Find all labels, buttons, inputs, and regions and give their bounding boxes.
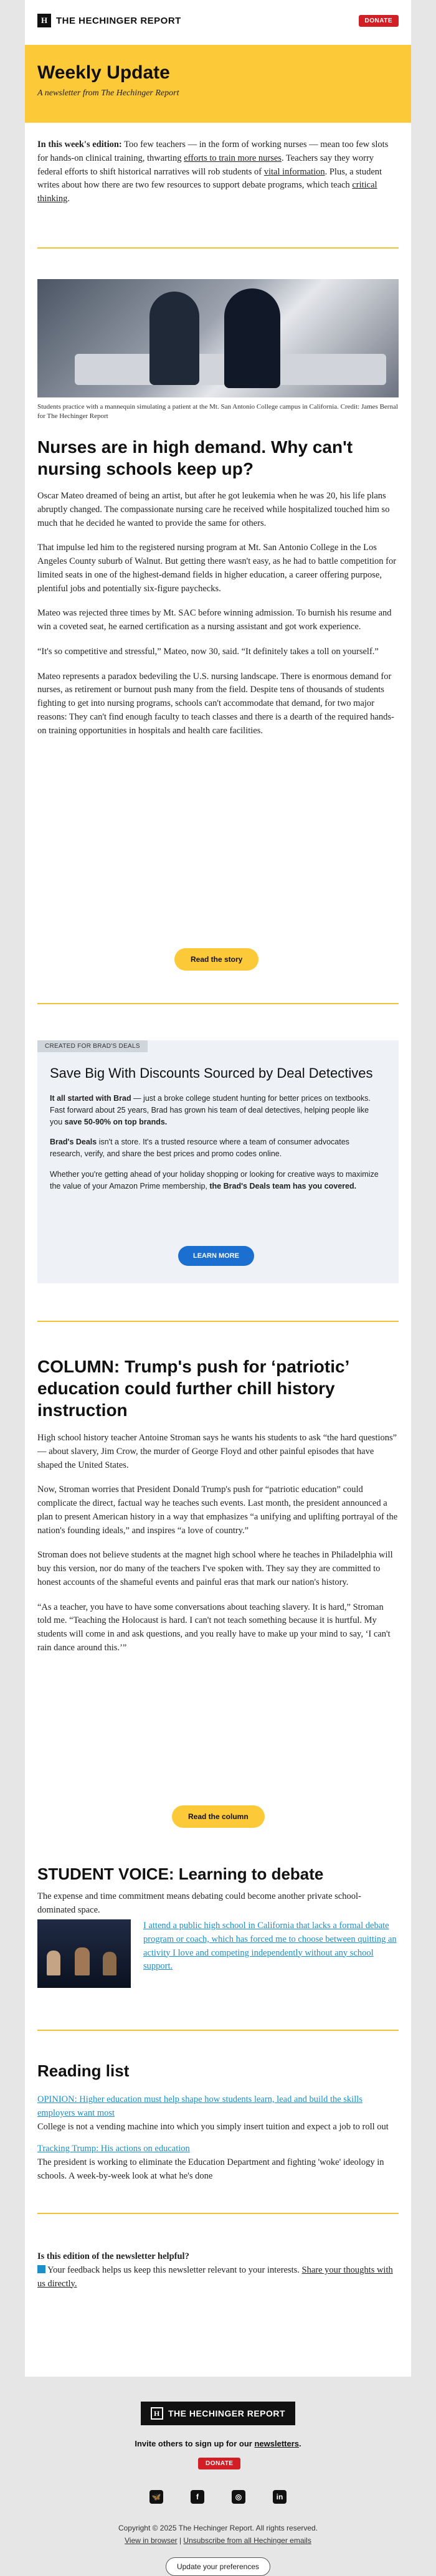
ad-bold: save 50-90% on top brands. bbox=[64, 1117, 168, 1126]
list-item bbox=[37, 2093, 399, 2134]
reading-list-link[interactable]: OPINION: Higher education must help shape how students learn, lead and build the skills employers want most bbox=[37, 2094, 363, 2118]
footer-donate-button[interactable]: DONATE bbox=[198, 2458, 240, 2469]
divider bbox=[37, 2030, 399, 2031]
feedback-text: Your feedback helps us keep this newsletter relevant to your interests. bbox=[45, 2265, 302, 2275]
newsletter-card bbox=[25, 0, 411, 2377]
read-story-button[interactable]: Read the story bbox=[174, 948, 258, 971]
reading-list-desc: The president is working to eliminate the Education Department and fighting 'woke' ideology in schools. A week-by-week look at what he's done bbox=[37, 2157, 384, 2181]
link-train-nurses[interactable]: efforts to train more nurses bbox=[184, 153, 282, 163]
student-voice-intro: The expense and time commitment means debating could become another private school-dominated space. bbox=[37, 1891, 361, 1915]
invite-text: Invite others to sign up for our bbox=[135, 2439, 255, 2448]
read-column-button[interactable]: Read the column bbox=[172, 1805, 265, 1828]
footer-separator: | bbox=[177, 2536, 184, 2545]
ad-bold: the Brad's Deals team has you covered. bbox=[209, 1181, 357, 1191]
logo[interactable] bbox=[37, 14, 181, 27]
linkedin-icon[interactable]: in bbox=[273, 2490, 287, 2504]
photo-caption: Students practice with a mannequin simulating a patient at the Mt. San Antonio College campus in California. Credit: James Bernal for The Hechinger Report bbox=[37, 403, 398, 421]
story-paragraph: Mateo was rejected three times by Mt. SAC before winning admission. To burnish his resume and win a coveted seat, he earned certification as a nursing assistant and got work experience. bbox=[37, 608, 392, 632]
link-critical-thinking[interactable]: critical thinking bbox=[37, 180, 377, 204]
logo-text: THE HECHINGER REPORT bbox=[56, 15, 181, 26]
divider bbox=[37, 247, 399, 249]
intro-text bbox=[37, 138, 399, 206]
logo-mark-icon: H bbox=[151, 2407, 163, 2420]
ad-paragraph bbox=[50, 1136, 380, 1160]
reading-list-link[interactable]: Tracking Trump: His actions on education bbox=[37, 2144, 190, 2154]
column-headline[interactable]: COLUMN: Trump's push for ‘patriotic’ education could further chill history instruction bbox=[37, 1357, 349, 1420]
ad-title[interactable]: Save Big With Discounts Sourced by Deal Detectives bbox=[50, 1065, 373, 1081]
column-body bbox=[37, 1432, 399, 1666]
newsletter-title: Weekly Update bbox=[37, 62, 170, 83]
story-paragraph: Mateo represents a paradox bedeviling the U.S. nursing landscape. There is enormous demand for nurses, as retirement or burnout push many from the field. Despite tens of thousands of students fighting to get into nursing programs, schools can't accommodate that demand, for two major reasons: They can't find enough faculty to teach classes and there is a dearth of the required hands-on training opportunities in hospitals and health care facilities. bbox=[37, 671, 394, 736]
story-body bbox=[37, 490, 399, 749]
update-preferences-button[interactable]: Update your preferences bbox=[166, 2557, 270, 2576]
image-figure bbox=[47, 1951, 60, 1975]
column-paragraph: High school history teacher Antoine Stroman says he wants his students to ask “the hard questions” — about slavery, Jim Crow, the murder of George Floyd and other painful episodes that have shaped the United States. bbox=[37, 1433, 397, 1470]
sponsored-ad bbox=[37, 1040, 399, 1283]
newsletters-link[interactable]: newsletters bbox=[254, 2439, 300, 2448]
logo-mark-icon: H bbox=[37, 14, 51, 27]
intro-text-part: . Plus, a student writes about how there are two few resources to support debate programs, which teach bbox=[37, 166, 382, 191]
reading-list-title: Reading list bbox=[37, 2061, 130, 2080]
unsubscribe-link[interactable]: Unsubscribe from all Hechinger emails bbox=[183, 2536, 311, 2545]
invite-text: . bbox=[299, 2439, 301, 2448]
link-vital-information[interactable]: vital information bbox=[263, 166, 325, 177]
copyright: Copyright © 2025 The Hechinger Report. All rights reserved. bbox=[118, 2524, 318, 2532]
student-voice-image[interactable] bbox=[37, 1919, 131, 1988]
intro-text-part: . bbox=[67, 194, 70, 204]
student-voice-headline[interactable]: STUDENT VOICE: Learning to debate bbox=[37, 1865, 324, 1883]
ad-tag: CREATED FOR BRAD'S DEALS bbox=[37, 1040, 148, 1052]
list-item bbox=[37, 2142, 399, 2183]
ad-text: isn't a store. It's a trusted resource where a team of consumer advocates research, verify, and share the best prices and promo codes online. bbox=[50, 1138, 349, 1158]
divider bbox=[37, 2213, 399, 2214]
reading-list-desc: College is not a vending machine into which you simply insert tuition and expect a job to roll out bbox=[37, 2121, 389, 2132]
ad-paragraph bbox=[50, 1093, 380, 1128]
feedback-icon bbox=[37, 2265, 45, 2273]
header bbox=[25, 0, 411, 45]
ad-body bbox=[50, 1093, 380, 1200]
ad-text: — just a broke college student hunting for better prices on textbooks. Fast forward about 25 years, Brad has grown his team of deal detectives, helping people like you bbox=[50, 1094, 371, 1126]
column-paragraph: Now, Stroman worries that President Donald Trump's push for “patriotic education” could complicate the direct, factual way he teaches such events. Last month, the president announced a plan to present American history in a way that emphasizes “a unifying and uplifting portrayal of the nation's founding ideals,” and inspires “a love of country.” bbox=[37, 1485, 398, 1536]
footer-links bbox=[0, 2536, 436, 2545]
column-paragraph: “As a teacher, you have to have some conversations about teaching slavery. It is hard,” Stroman told me. “Teaching the Holocaust is hard. I can't not teach something because it is hurtful. My students will come in and ask questions, and you really have to make up your mind to say, ‘I can't rain dance around this.’” bbox=[37, 1602, 391, 1653]
photo-student bbox=[224, 288, 280, 388]
image-figure bbox=[103, 1952, 116, 1975]
feedback bbox=[37, 2250, 399, 2291]
learn-more-button[interactable]: LEARN MORE bbox=[178, 1246, 254, 1266]
footer-logo[interactable] bbox=[141, 2402, 295, 2425]
story-paragraph: “It's so competitive and stressful,” Mateo, now 30, said. “It definitely takes a toll on yourself.” bbox=[37, 646, 379, 657]
column-paragraph: Stroman does not believe students at the magnet high school where he teaches in Philadelphia will buy this version, nor do many of the teachers I've spoken with. They say they are committed to honest accounts of the shameful events and painful eras that mark our nation's history. bbox=[37, 1550, 393, 1587]
footer-invite bbox=[0, 2439, 436, 2448]
story-paragraph: Oscar Mateo dreamed of being an artist, but after he got leukemia when he was 20, his life plans abruptly changed. The compassionate nursing care he received while hospitalized touched him so much that he decided he wanted to provide the same for others. bbox=[37, 491, 390, 528]
view-in-browser-link[interactable]: View in browser bbox=[125, 2536, 178, 2545]
footer-logo-text: THE HECHINGER REPORT bbox=[168, 2408, 286, 2418]
story-headline[interactable]: Nurses are in high demand. Why can't nursing schools keep up? bbox=[37, 437, 353, 478]
story-paragraph: That impulse led him to the registered nursing program at Mt. San Antonio College in the Los Angeles County suburb of Walnut. But getting there wasn't easy, as he had to battle competition for limited seats in one of the highest-demand fields in higher education, a career offering purpose, plentiful jobs and potentially six-figure paychecks. bbox=[37, 543, 397, 594]
bluesky-icon[interactable]: 🦋 bbox=[149, 2490, 163, 2504]
ad-bold: It all started with Brad bbox=[50, 1094, 131, 1103]
student-voice-link[interactable]: I attend a public high school in California that lacks a formal debate program or coach, which has forced me to choose between quitting an activity I love and competing independently without any school support. bbox=[143, 1921, 397, 1972]
photo-student bbox=[149, 292, 199, 385]
instagram-icon[interactable]: ◎ bbox=[232, 2490, 245, 2504]
intro-text-part: Too few teachers — in the form of working nurses — mean too few slots for hands-on clinical training, thwarting bbox=[37, 140, 389, 163]
intro-text-part: . Teachers say they worry federal efforts to shift historical narratives will rob students of bbox=[37, 153, 374, 177]
ad-paragraph bbox=[50, 1169, 380, 1192]
divider bbox=[37, 1003, 399, 1004]
feedback-question: Is this edition of the newsletter helpful? bbox=[37, 2251, 189, 2261]
ad-text: Whether you're getting ahead of your holiday shopping or looking for creative ways to maximize the value of your Amazon Prime membership, bbox=[50, 1169, 379, 1191]
reading-list bbox=[37, 2093, 399, 2184]
divider bbox=[37, 1321, 399, 1322]
story-photo[interactable] bbox=[37, 279, 399, 397]
facebook-icon[interactable]: f bbox=[191, 2490, 204, 2504]
social-links bbox=[149, 2490, 287, 2504]
newsletter-subtitle: A newsletter from The Hechinger Report bbox=[37, 88, 179, 98]
hero-banner bbox=[25, 45, 411, 123]
image-figure bbox=[75, 1947, 90, 1975]
intro-lead: In this week's edition: bbox=[37, 140, 122, 150]
ad-bold: Brad's Deals bbox=[50, 1138, 97, 1147]
donate-button[interactable]: DONATE bbox=[359, 15, 399, 27]
feedback-link[interactable]: Share your thoughts with us directly. bbox=[37, 2265, 393, 2289]
